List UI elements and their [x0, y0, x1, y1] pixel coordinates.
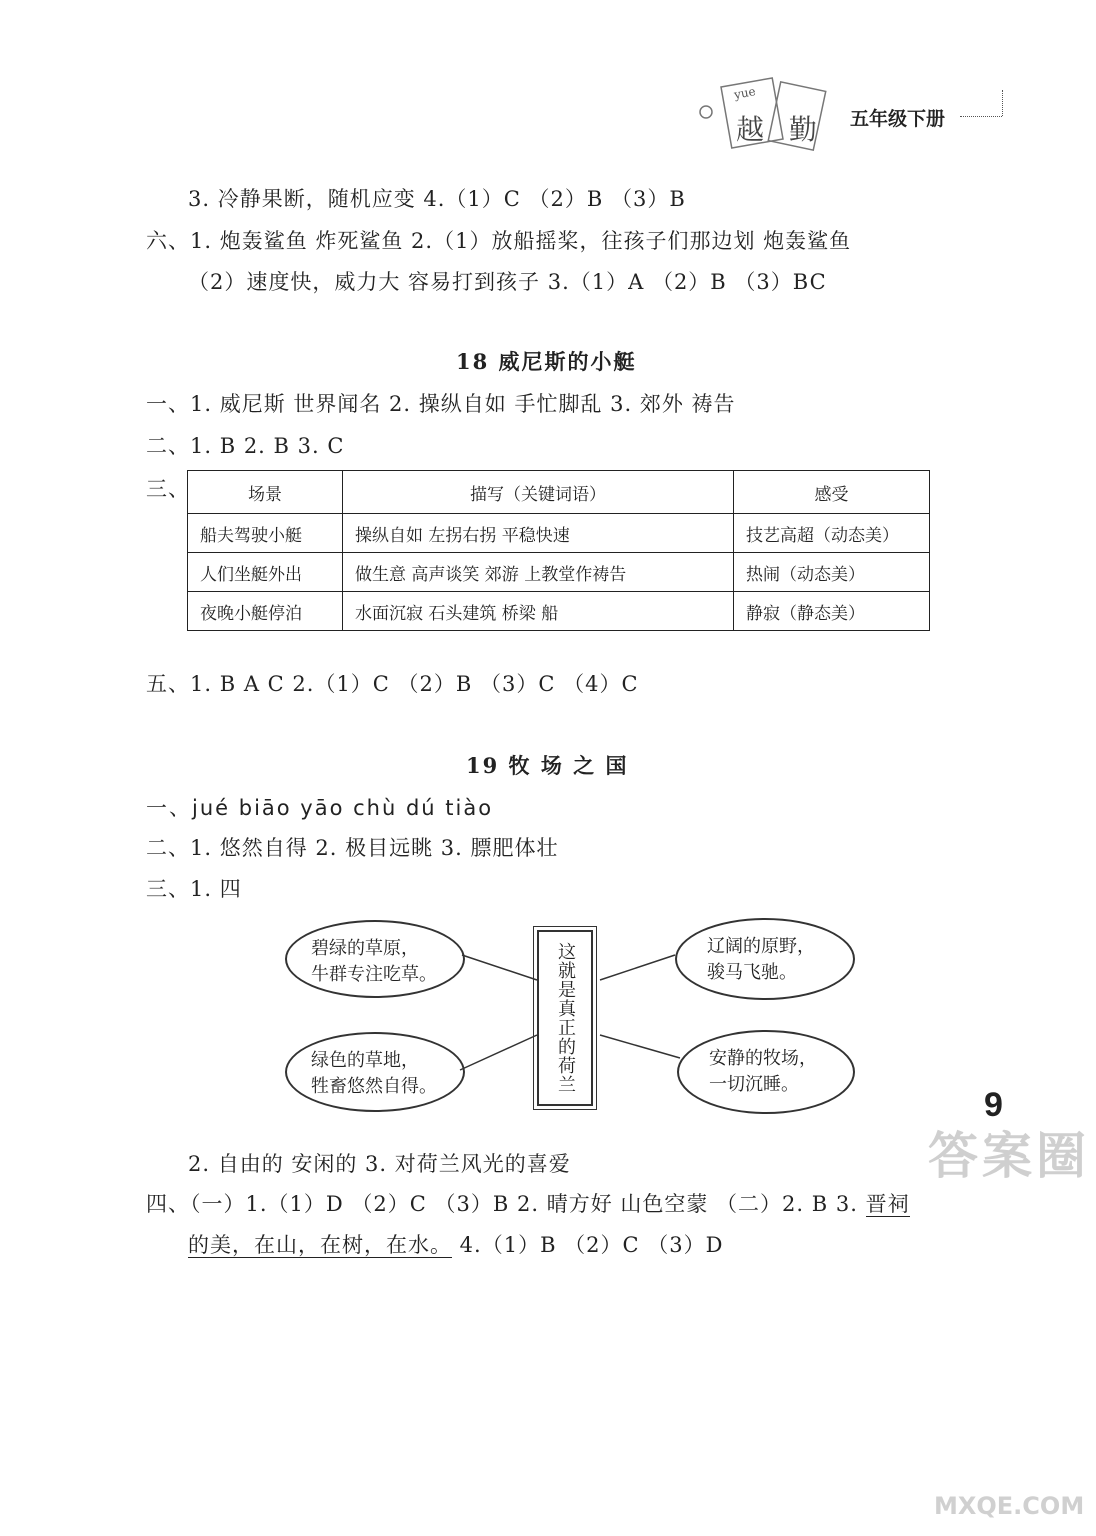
lesson-19-line-4: 2. 自由的 安闲的 3. 对荷兰风光的喜爱: [188, 1152, 571, 1176]
table-cell: 操纵自如 左拐右拐 平稳快速: [343, 514, 734, 553]
underlined-answer: 晋祠: [865, 1192, 910, 1216]
oval-text: 辽阔的原野，: [707, 936, 815, 957]
lesson-18-line-2: 二、1. B 2. B 3. C: [146, 434, 345, 458]
oval-text: 绿色的草地，: [311, 1050, 419, 1071]
diagram-oval-top-right: [675, 918, 855, 1000]
lesson-19-line-6: [188, 1229, 723, 1259]
table-cell: 技艺高超（动态美）: [734, 514, 930, 553]
lesson-19-line-1: 一、jué biāo yāo chù dú tiào: [146, 796, 494, 820]
oval-text: 牲畜悠然自得。: [311, 1076, 437, 1097]
line-6-text: 4.（1）B （2）C （3）D: [452, 1233, 724, 1257]
prev-line-1: 3. 冷静果断，随机应变 4.（1）C （2）B （3）B: [188, 187, 686, 211]
diagram-center-box: 这就是真正的荷兰: [537, 930, 593, 1106]
lesson-18-line-1: 一、1. 威尼斯 世界闻名 2. 操纵自如 手忙脚乱 3. 郊外 祷告: [146, 392, 736, 416]
oval-text: 牛群专注吃草。: [311, 964, 437, 985]
watermark: 答案圈: [928, 1127, 1090, 1185]
lesson-19-line-3: 三、1. 四: [146, 877, 242, 901]
lesson-18-line-5: 五、1. B A C 2.（1）C （2）B （3）C （4）C: [146, 672, 639, 696]
underlined-answer: 的美，在山，在树，在水。: [188, 1233, 452, 1257]
oval-text: 碧绿的草原，: [311, 938, 419, 959]
table-cell: 船夫驾驶小艇: [188, 514, 343, 553]
grade-label: 五年级下册: [850, 108, 946, 130]
prev-line-2: 六、1. 炮轰鲨鱼 炸死鲨鱼 2.（1）放船摇桨，往孩子们那边划 炮轰鲨鱼: [146, 229, 852, 253]
table-header-cell: 感受: [734, 471, 930, 514]
table-cell: 做生意 高声谈笑 郊游 上教堂作祷告: [343, 553, 734, 592]
diagram-oval-top-left: [285, 920, 465, 998]
table-cell: 水面沉寂 石头建筑 桥梁 船: [343, 592, 734, 631]
oval-text: 骏马飞驰。: [707, 962, 797, 983]
table-header-cell: 场景: [188, 471, 343, 514]
table-cell: 夜晚小艇停泊: [188, 592, 343, 631]
logo-pinyin: yue: [732, 84, 757, 102]
table-cell: 热闹（动态美）: [734, 553, 930, 592]
page-number: 9: [984, 1086, 1003, 1124]
lesson-19-title: 19 牧 场 之 国: [466, 753, 629, 778]
table-cell: 人们坐艇外出: [188, 553, 343, 592]
oval-text: 一切沉睡。: [709, 1074, 799, 1095]
oval-text: 安静的牧场，: [709, 1048, 817, 1069]
lesson-19-line-2: 二、1. 悠然自得 2. 极目远眺 3. 膘肥体壮: [146, 836, 559, 860]
table-header-cell: 描写（关键词语）: [343, 471, 734, 514]
diagram-oval-bottom-left: [285, 1032, 465, 1112]
table-cell: 静寂（静态美）: [734, 592, 930, 631]
diagram-oval-bottom-right: [677, 1030, 855, 1114]
prev-line-3: （2）速度快，威力大 容易打到孩子 3.（1）A （2）B （3）BC: [188, 270, 827, 294]
line-5-text: 四、（一）1.（1）D （2）C （3）B 2. 晴方好 山色空蒙 （二）2. B 3.: [146, 1192, 866, 1216]
lesson-18-line-3-prefix: 三、: [146, 477, 190, 501]
logo-text: 越 勤: [736, 113, 825, 146]
lesson-18-title: 18 威尼斯的小艇: [456, 349, 637, 374]
watermark-url: MXQE.COM: [934, 1492, 1085, 1520]
lesson-19-line-5: [146, 1188, 910, 1218]
